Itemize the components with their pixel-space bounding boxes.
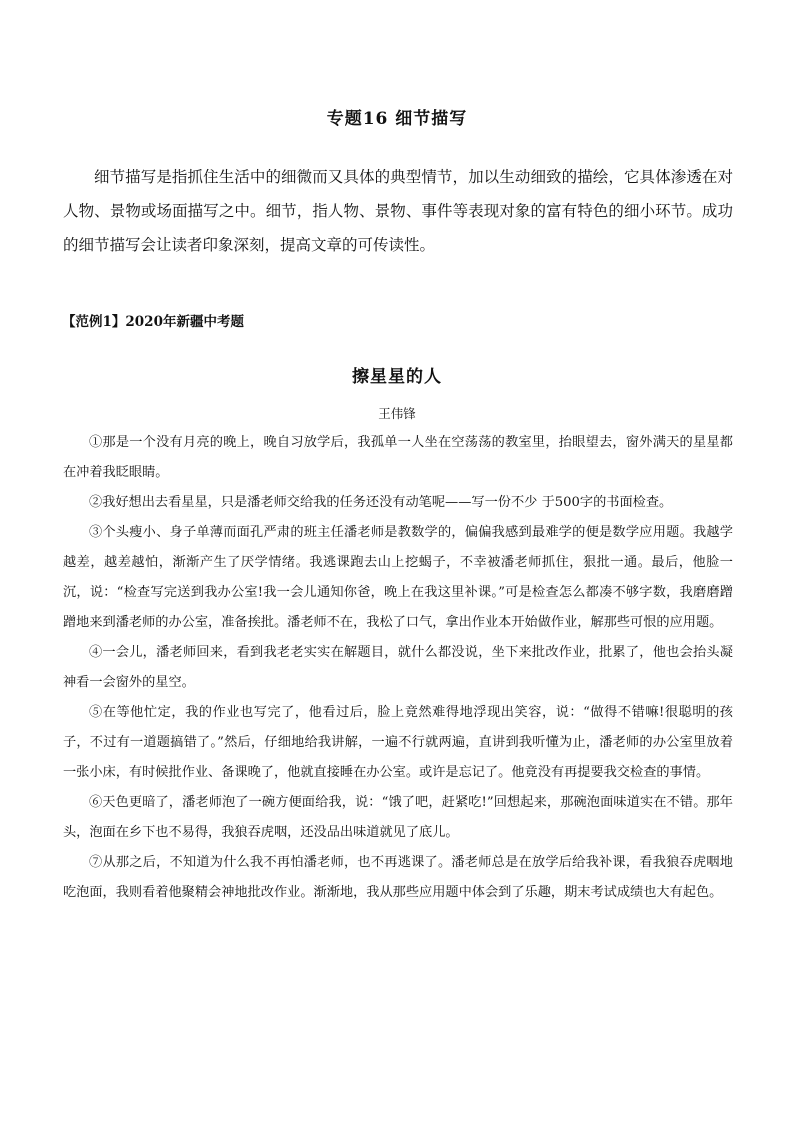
story-paragraph-7: ⑦从那之后，不知道为什么我不再怕潘老师，也不再逃课了。潘老师总是在放学后给我补课，看我狼吞虎咽地吃泡面，我则看着他聚精会神地批改作业。渐渐地，我从那些应用题中体会到了乐趣，期末考试成绩也大有起色。 <box>63 855 733 900</box>
document-title: 专题16 细节描写 <box>326 109 468 129</box>
intro-paragraph: 细节描写是指抓住生活中的细微而又具体的典型情节，加以生动细致的描绘，它具体渗透在对人物、景物或场面描写之中。细节，指人物、景物、事件等表现对象的富有特色的细小环节。成功的细节描写会让读者印象深刻，提高文章的可传读性。 <box>63 168 733 254</box>
story-paragraph-3: ③个头瘦小、身子单薄而面孔严肃的班主任潘老师是教数学的，偏偏我感到最难学的便是数学应用题。我越学越差，越差越怕，渐渐产生了厌学情绪。我逃课跑去山上挖蝎子，不幸被潘老师抓住，狠批一通。最后，他脸一沉，说：“检查写完送到我办公室!我一会儿通知你爸，晚上在我这里补课。”可是检查怎么都凑不够字数，我磨磨蹭蹭地来到潘老师的办公室，准备挨批。潘老师不在，我松了口气，拿出作业本开始做作业，解那些可恨的应用题。 <box>63 525 733 630</box>
story-author: 王伟锋 <box>378 406 416 421</box>
story-paragraph-4: ④一会儿，潘老师回来，看到我老老实实在解题目，就什么都没说，坐下来批改作业，批累了，他也会抬头凝神看一会窗外的星空。 <box>63 645 733 690</box>
story-paragraph-6: ⑥天色更暗了，潘老师泡了一碗方便面给我，说：“饿了吧，赶紧吃!”回想起来，那碗泡面味道实在不错。那年头，泡面在乡下也不易得，我狼吞虎咽，还没品出味道就见了底儿。 <box>63 795 733 840</box>
story-body <box>63 428 733 908</box>
story-title: 擦星星的人 <box>352 367 442 387</box>
example-label: 【范例1】2020年新疆中考题 <box>62 314 244 330</box>
story-paragraph-1: ①那是一个没有月亮的晚上，晚自习放学后，我孤单一人坐在空荡荡的教室里，抬眼望去，窗外满天的星星都在冲着我眨眼睛。 <box>63 435 733 480</box>
story-paragraph-2: ②我好想出去看星星，只是潘老师交给我的任务还没有动笔呢——写一份不少 于500字的书面检查。 <box>89 495 673 510</box>
story-paragraph-5: ⑤在等他忙定，我的作业也写完了，他看过后，脸上竟然难得地浮现出笑容，说：“做得不错嘛!很聪明的孩子，不过有一道题搞错了。”然后，仔细地给我讲解，一遍不行就两遍，直讲到我听懂为止，潘老师的办公室里放着一张小床，有时候批作业、备课晚了，他就直接睡在办公室。或许是忘记了。他竟没有再提要我交检查的事情。 <box>63 705 733 780</box>
